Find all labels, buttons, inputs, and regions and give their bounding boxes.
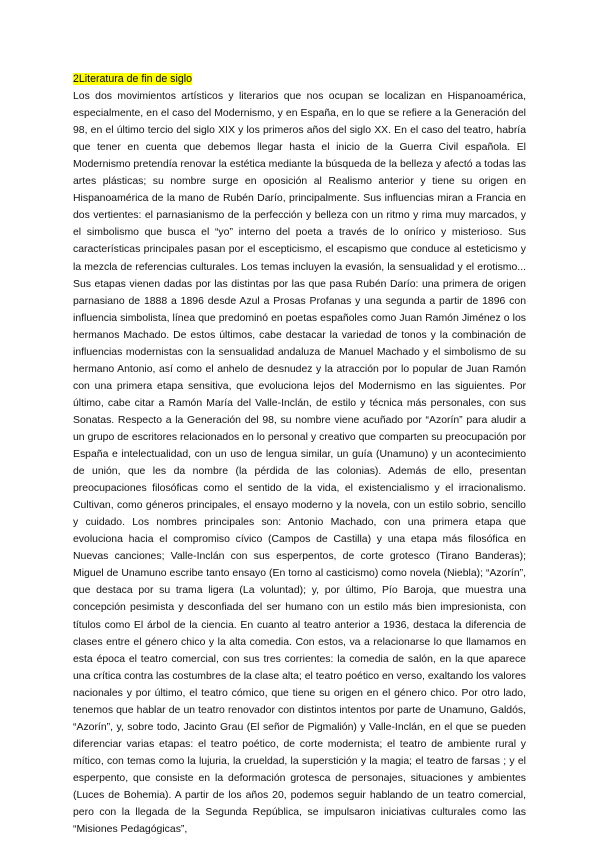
document-content bbox=[73, 71, 526, 838]
section-heading: 2Literatura de fin de siglo bbox=[73, 73, 192, 85]
body-paragraph: Los dos movimientos artísticos y literarios que nos ocupan se localizan en Hispanoamérica, especialmente, en el caso del Modernismo, y en España, en lo que se refiere a la Generación del 98, en el último tercio del siglo XIX y los primeros años del siglo XX. En el caso del teatro, habría que tener en cuenta que debemos llegar hasta el inicio de la Guerra Civil española. El Modernismo pretendía renovar la estética mediante la búsqueda de la belleza y afectó a todas las artes plásticas; su nombre surge en oposición al Realismo anterior y tiene su origen en Hispanoamérica de la mano de Rubén Darío, principalmente. Sus influencias miran a Francia en dos vertientes: el parnasianismo de la perfección y belleza con un ritmo y rima muy marcados, y el simbolismo que busca el “yo” interno del poeta a través de lo onírico y misterioso. Sus características principales pasan por el escepticismo, el escapismo que conduce al esteticismo y la mezcla de referencias culturales. Los temas incluyen la evasión, la sensualidad y el erotismo... Sus etapas vienen dadas por las distintas por las que pasa Rubén Darío: una primera de origen parnasiano de 1888 a 1896 desde Azul a Prosas Profanas y una segunda a partir de 1896 con influencia simbolista, línea que predominó en poetas españoles como Juan Ramón Jiménez o los hermanos Machado. De estos últimos, cabe destacar la variedad de tonos y la combinación de influencias modernistas con la sensualidad andaluza de Manuel Machado y el simbolismo de su hermano Antonio, así como el anhelo de desnudez y la atracción por lo popular de Juan Ramón con una primera etapa sensitiva, que evoluciona lejos del Modernismo en las siguientes. Por último, cabe citar a Ramón María del Valle-Inclán, de estilo y técnica más personales, con sus Sonatas. Respecto a la Generación del 98, su nombre viene acuñado por “Azorín” para aludir a un grupo de escritores relacionados en lo personal y creativo que comparten su preocupación por España e intelectualidad, con un uso de lengua similar, un guía (Unamuno) y un acontecimiento de unión, que les da nombre (la pérdida de las colonias). Además de ello, presentan preocupaciones filosóficas como el sentido de la vida, el existencialismo y el irracionalismo. Cultivan, como géneros principales, el ensayo moderno y la novela, con un estilo sobrio, sencillo y cuidado. Los nombres principales son: Antonio Machado, con una primera etapa que evoluciona hacia el compromiso cívico (Campos de Castilla) y una etapa más filosófica en Nuevas canciones; Valle-Inclán con sus esperpentos, de corte grotesco (Tirano Banderas); Miguel de Unamuno escribe tanto ensayo (En torno al casticismo) como novela (Niebla); “Azorín”, que destaca por su trama ligera (La voluntad); y, por último, Pío Baroja, que muestra una concepción pesimista y desconfiada del ser humano con un estilo más bien impresionista, con títulos como El árbol de la ciencia. En cuanto al teatro anterior a 1936, destaca la diferencia de clases entre el género chico y la alta comedia. Con estos, va a relacionarse lo que llamamos en esta época el teatro comercial, con sus tres corrientes: la comedia de salón, en la que aparece una crítica contra las costumbres de la clase alta; el teatro poético en verso, exaltando los valores nacionales y por último, el teatro cómico, que tiene su origen en el género chico. Por otro lado, tenemos que hablar de un teatro renovador con distintos intentos por parte de Unamuno, Galdós, “Azorín”, y, sobre todo, Jacinto Grau (El señor de Pigmalión) y Valle-Inclán, en el que se pueden diferenciar varias etapas: el teatro poético, de corte modernista; el teatro de ambiente rural y mítico, con temas como la lujuria, la crueldad, la superstición y la magia; el teatro de farsas ; y el esperpento, que consiste en la deformación grotesca de personajes, situaciones y ambientes (Luces de Bohemia). A partir de los años 20, podemos seguir hablando de un teatro comercial, pero con la llegada de la Segunda República, se impulsaron iniciativas culturales como las “Misiones Pedagógicas”, bbox=[73, 91, 526, 836]
